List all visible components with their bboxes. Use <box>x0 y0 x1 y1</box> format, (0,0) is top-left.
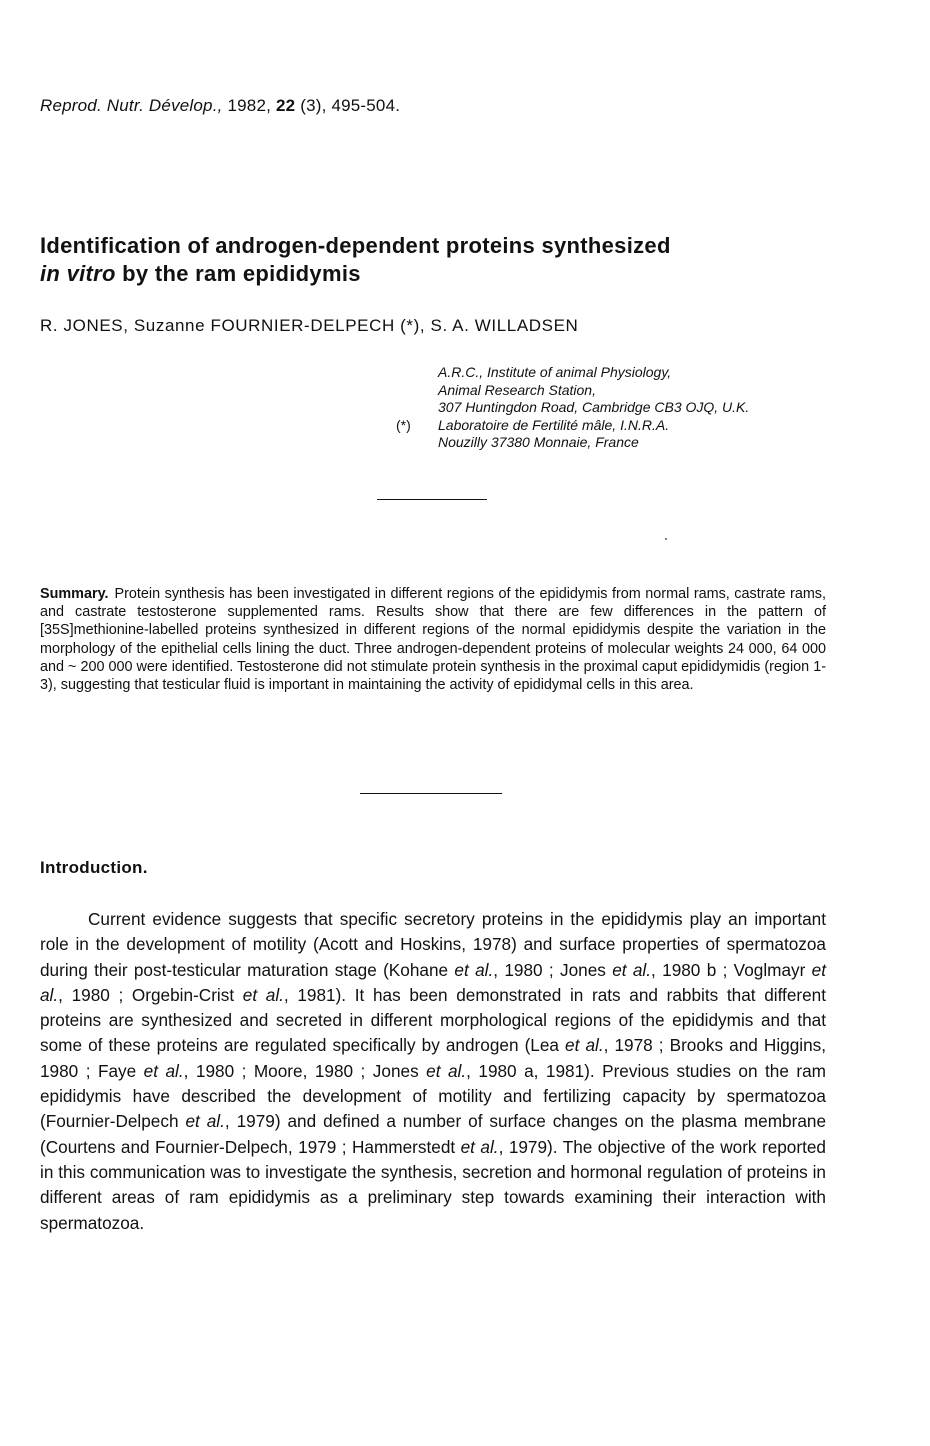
intro-etal: et al. <box>454 959 494 980</box>
title-line-2-rest: by the ram epididymis <box>122 261 361 286</box>
affiliation-line: Animal Research Station, <box>438 381 596 398</box>
title-line-1: Identification of androgen-dependent proteins synthesized <box>40 233 671 258</box>
intro-text: , 1980 ; Orgebin-Crist <box>58 984 243 1005</box>
speck <box>665 538 667 540</box>
intro-etal: et al. <box>185 1111 225 1132</box>
intro-text: , 1978 ; Brooks and Higgins, 1980 ; Faye <box>40 1035 827 1081</box>
affiliation-line-text: Laboratoire de Fertilité mâle, I.N.R.A. <box>438 416 670 433</box>
title-line-2 <box>40 260 860 288</box>
affiliation-line: Nouzilly 37380 Monnaie, France <box>438 434 639 450</box>
journal-year: 1982, <box>227 96 272 115</box>
affiliation-line <box>396 417 856 435</box>
journal-volume: 22 <box>275 96 296 115</box>
journal-citation <box>40 96 400 116</box>
affiliation-line: A.R.C., Institute of animal Physiology, <box>438 364 672 380</box>
affiliation-line: 307 Huntingdon Road, Cambridge CB3 OJQ, U.K. <box>438 399 750 415</box>
journal-issue-pages: (3), 495-504. <box>300 96 401 115</box>
intro-text: Current evidence suggests that specific secretory proteins in the epididymis play an important role in the development of motility (Acott and Hoskins, 1978) and surface properties of spermatozoa during their post-testicular maturation stage (Kohane <box>40 909 826 980</box>
summary-paragraph <box>40 585 826 694</box>
summary-text: Protein synthesis has been investigated in different regions of the epididymis from normal rams, castrate rams, and castrate testosterone supplemented rams. Results show that there are few differences in the pattern of [35S]methionine-labelled proteins synthesized in different regions of the normal epididymis despite the variation in the morphology of the epithelial cells lining the duct. Three androgen-dependent proteins of molecular weights 24 000, 64 000 and ~ 200 000 were identified. Testosterone did not stimulate protein synthesis in the proximal caput epididymidis (region 1-3), suggesting that testicular fluid is important in maintaining the activity of epididymal cells in this area. <box>40 586 826 694</box>
section-divider <box>360 793 502 794</box>
intro-etal: et al. <box>242 984 284 1005</box>
section-divider <box>377 499 487 500</box>
intro-etal: et al. <box>460 1136 499 1157</box>
intro-etal: et al. <box>40 959 827 1005</box>
title-italic-phrase: in vitro <box>40 261 116 286</box>
intro-text: , 1980 b ; Voglmayr <box>651 959 812 980</box>
intro-etal: et al. <box>612 959 652 980</box>
intro-text: , 1980 a, 1981). Previous studies on the ram epididymis have described the development of motility and fertilizing capacity by spermatozoa (Fournier-Delpech <box>40 1060 826 1132</box>
intro-etal: et al. <box>565 1035 604 1056</box>
intro-text: , 1980 ; Moore, 1980 ; Jones <box>183 1060 427 1081</box>
affiliations <box>396 364 856 452</box>
summary-label: Summary. <box>40 586 109 602</box>
paper-title <box>40 232 860 288</box>
journal-name: Reprod. Nutr. Dévelop., <box>40 96 223 115</box>
intro-text: , 1979) and defined a number of surface changes on the plasma membrane (Courtens and Fournier-Delpech, 1979 ; Hammerstedt <box>40 1111 827 1157</box>
author-list: R. JONES, Suzanne FOURNIER-DELPECH (*), S. A. WILLADSEN <box>40 316 579 335</box>
intro-text: , 1980 ; Jones <box>493 959 613 980</box>
intro-etal: et al. <box>143 1060 184 1081</box>
introduction-paragraph <box>40 907 826 1236</box>
intro-text: , 1981). It has been demonstrated in rats and rabbits that different proteins are synthesized and secreted in different morphological regions of the epididymis and that some of these proteins are regulated specifically by androgen (Lea <box>40 984 826 1056</box>
section-heading-introduction: Introduction. <box>40 858 148 877</box>
affiliation-footnote-mark: (*) <box>396 416 411 433</box>
intro-text: , 1979). The objective of the work reported in this communication was to investigate the synthesis, secretion and hormonal regulation of proteins in different areas of ram epididymis as a preliminary step towards examining their interaction with spermatozoa. <box>40 1136 826 1233</box>
intro-etal: et al. <box>426 1060 467 1081</box>
